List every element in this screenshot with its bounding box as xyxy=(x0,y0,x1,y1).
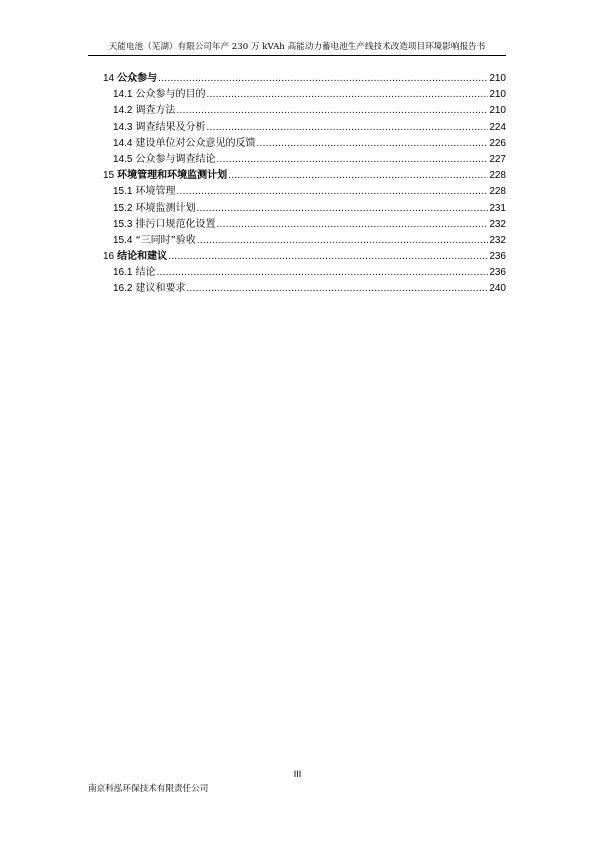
toc-entry-page: 210 xyxy=(489,89,506,101)
toc-chapter-entry[interactable] xyxy=(103,249,506,265)
page-number: III xyxy=(293,769,302,779)
toc-dot-leader xyxy=(156,265,488,281)
toc-entry-title: 结论 xyxy=(135,267,156,279)
toc-entry-page: 228 xyxy=(489,186,506,198)
toc-entry-page: 231 xyxy=(489,202,506,214)
toc-dot-leader xyxy=(216,152,488,168)
toc-entry-page: 240 xyxy=(489,283,506,295)
toc-entry-number: 16 xyxy=(103,251,115,263)
toc-dot-leader xyxy=(196,201,488,217)
toc-entry-number: 16.2 xyxy=(113,283,133,295)
toc-entry-title: 建设单位对公众意见的反馈 xyxy=(135,137,256,149)
toc-entry-title: 环境监测计划 xyxy=(135,202,196,214)
toc-dot-leader xyxy=(206,120,488,136)
toc-entry-number: 15 xyxy=(103,170,115,182)
toc-section-entry[interactable] xyxy=(103,233,506,249)
toc-entry-number: 14.1 xyxy=(113,89,133,101)
toc-entry-number: 14 xyxy=(103,73,115,84)
toc-entry-title: 调查结果及分析 xyxy=(135,121,206,133)
toc-entry-title: 建议和要求 xyxy=(135,283,186,295)
toc-dot-leader xyxy=(197,233,488,249)
toc-entry-title: 结论和建议 xyxy=(117,251,168,263)
toc-section-entry[interactable] xyxy=(103,265,506,281)
toc-dot-leader xyxy=(168,249,488,265)
toc-section-entry[interactable] xyxy=(103,120,506,136)
toc-entry-page: 210 xyxy=(489,105,506,117)
toc-entry-page: 236 xyxy=(489,251,506,263)
toc-dot-leader xyxy=(176,103,488,119)
toc-entry-title: 环境管理 xyxy=(135,186,176,198)
toc-section-entry[interactable] xyxy=(103,136,506,152)
toc-section-entry[interactable] xyxy=(103,103,506,119)
toc-dot-leader xyxy=(158,71,488,87)
toc-entry-number: 14.3 xyxy=(113,121,133,133)
toc-entry-number: 15.2 xyxy=(113,202,133,214)
toc-entry-number: 15.4 xyxy=(113,234,133,246)
footer-company: 南京科泓环保技术有限责任公司 xyxy=(88,784,209,794)
toc-entry-title: “三同时”验收 xyxy=(135,234,196,246)
toc-entry-title: 排污口规范化设置 xyxy=(135,218,216,230)
toc-entry-number: 16.1 xyxy=(113,267,133,279)
toc-entry-page: 226 xyxy=(489,137,506,149)
toc-entry-page: 232 xyxy=(489,218,506,230)
toc-dot-leader xyxy=(206,87,488,103)
toc-chapter-entry[interactable] xyxy=(103,71,506,87)
toc-entry-title: 调查方法 xyxy=(135,105,176,117)
toc-entry-page: 227 xyxy=(489,153,506,165)
toc-entry-number: 14.2 xyxy=(113,105,133,117)
toc-entry-page: 224 xyxy=(489,121,506,133)
toc-dot-leader xyxy=(256,136,488,152)
toc-section-entry[interactable] xyxy=(103,152,506,168)
toc-entry-title: 环境管理和环境监测计划 xyxy=(117,170,228,182)
toc-entry-title: 公众参与的目的 xyxy=(135,89,206,101)
toc-entry-page: 228 xyxy=(489,170,506,182)
toc-dot-leader xyxy=(186,281,488,297)
toc-entry-number: 15.1 xyxy=(113,186,133,198)
toc-entry-page: 232 xyxy=(489,234,506,246)
toc-entry-number: 14.5 xyxy=(113,153,133,165)
table-of-contents xyxy=(103,71,506,298)
toc-entry-page: 210 xyxy=(489,73,506,84)
toc-section-entry[interactable] xyxy=(103,201,506,217)
toc-section-entry[interactable] xyxy=(103,184,506,200)
toc-dot-leader xyxy=(228,168,488,184)
toc-entry-title: 公众参与调查结论 xyxy=(135,153,216,165)
toc-section-entry[interactable] xyxy=(103,87,506,103)
toc-entry-number: 14.4 xyxy=(113,137,133,149)
toc-entry-number: 15.3 xyxy=(113,218,133,230)
running-header: 天能电池（芜湖）有限公司年产 230 万 kVAh 高能动力蓄电池生产线技术改造项目环境影响报告书 xyxy=(108,42,486,52)
toc-chapter-entry[interactable] xyxy=(103,168,506,184)
toc-dot-leader xyxy=(216,217,488,233)
toc-entry-title: 公众参与 xyxy=(117,73,158,84)
toc-entry-page: 236 xyxy=(489,267,506,279)
toc-section-entry[interactable] xyxy=(103,217,506,233)
header-divider xyxy=(88,55,506,56)
toc-dot-leader xyxy=(176,184,488,200)
toc-section-entry[interactable] xyxy=(103,281,506,297)
